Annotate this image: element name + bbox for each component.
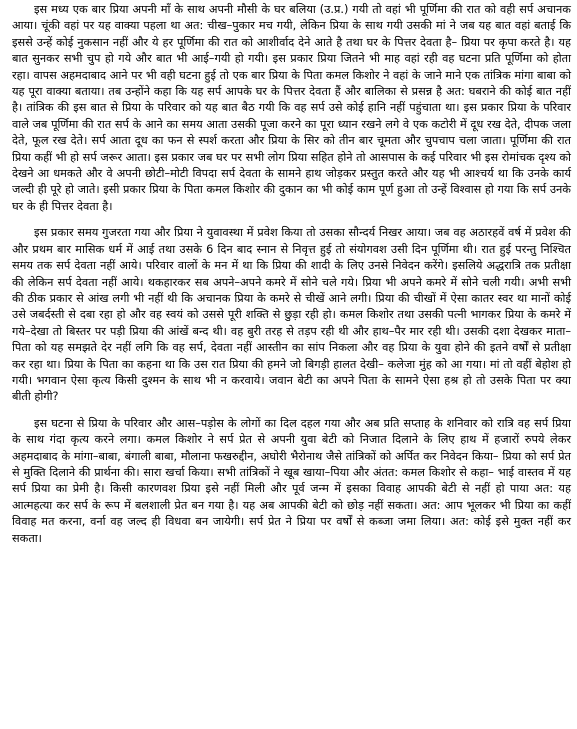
paragraph-2: इस प्रकार समय गुजरता गया और प्रिया ने युवावस्था में प्रवेश किया तो उसका सौन्दर्य निखर आया। जब वह अठारहवें वर्ष में प्रवेश की और प्रथम बार मासिक धर्म में आई तथा उसके 6 दिन बाद स्नान से निवृत्त हुई तो संयोगवश उसी दिन पूर्णिमा थी। रात हुई परन्तु निश्चित समय तक सर्प देवता नहीं आये। परिवार वालों के मन में था कि प्रिया की शादी के लिए उनसे निवेदन करेंगे। इसलिये अद्धरात्रि तक प्रतीक्षा की लेकिन सर्प देवता नहीं आये। थकहारकर सब अपने–अपने कमरे में सोने चले गये। प्रिया भी अपने कमरे में सोने चली गयी। अभी सभी की ठीक प्रकार से आंख लगी भी नहीं थी कि अचानक प्रिया के कमरे से चीखें आने लगी। प्रिया की चीखों में ऐसा कातर स्वर था मानों कोई उसे जबर्दस्ती से दबा रहा हो और वह स्वयं को उससे पूरी शक्ति से छुड़ा रही हो। कमल किशोर तथा उसकी पत्नी भागकर प्रिया के कमरे में गये–देखा तो बिस्तर पर पड़ी प्रिया की आंखें बन्द थी। वह बुरी तरह से तड़प रही थी और हाथ–पैर मार रही थी। उसकी दशा देखकर माता–पिता को यह समझते देर नहीं लगि कि वह सर्प, देवता नहीं आस्तीन का सांप निकला और वह प्रिया के युवा होने की इतने वर्षों से प्रतीक्षा कर रहा था। प्रिया के पिता का कहना था कि उस रात प्रिया की हमने जो बिगड़ी हालत देखी– कलेजा मुंह को आ गया। मां तो वहीं बेहोश हो गयी। भगवान ऐसा कृत्य किसी दुश्मन के साथ भी न करवाये। जवान बेटी का अपने पिता के सामने ऐसा हश्र हो तो उसके पिता पर क्या बीती होगी? [12, 226, 571, 404]
paragraph-1: इस मध्य एक बार प्रिया अपनी माँ के साथ अपनी मौसी के घर बलिया (उ.प्र.) गयी तो वहां भी पूर्णिमा की रात को वही सर्प अचानक आया। चूंकी वहां पर यह वाक्या पहला था अत: चीख–पुकार मच गयी, लेकिन प्रिया के साथ गयी उसकी मां ने जब यह बात वहां बताई कि इससे उन्हें कोई नुकसान नहीं और ये हर पूर्णिमा की रात को आशीर्वाद देने आते है तथा घर के पित्तर देवता है– प्रिया पर कृपा करते है। यह बात सुनकर सभी चुप हो गये और बात भी आई–गयी हो गयी। इस प्रकार प्रिया जितने भी माह वहां रही वह घटना प्रति पूर्णिमा को होता रहा। वापस अहमदाबाद आने पर भी वही घटना हुई तो एक बार प्रिया के पिता कमल किशोर ने वहां के जाने माने एक तांत्रिक मांगा बाबा को यह पूरा वाक्या बताया। तब उन्होंने कहा कि यह सर्प आपके घर के पित्तर देवता हैं और बालिका से प्रसन्न है अत: घबराने की कोई बात नहीं है। तांत्रिक की इस बात से प्रिया के परिवार को यह बात बैठ गयी कि वह सर्प उसे कोई हानि नहीं पहुंचाता था। इस प्रकार प्रिया के परिवार वाले जब पूर्णिमा की रात सर्प के आने का समय आता उसकी पूजा करने का पूरा ध्यान रखने लगे वे एक कटोरी में दूध रख देते, दीपक जला देते, फूल रख देते। सर्प आता दूध का फन से स्पर्श करता और प्रिया के सिर को तीन बार चूमता और चुपचाप चला जाता। पूर्णिमा की रात प्रिया कहीं भी हो सर्प जरूर आता। इस प्रकार जब घर पर सभी लोग प्रिया सहित होने तो आसपास के कई परिवार भी इस रोमांचक दृश्य को देखने आ धमकते और वे अपनी छोटी–मोटी विपदा सर्प देवता के सामने हाथ जोड़कर प्रस्तुत करते और यह भी आश्चर्य था कि उनके कार्य जल्दी ही पूरे हो जाते। इसी प्रकार प्रिया के पिता कमल किशोर की दुकान का भी कोई काम पूर्ण हुआ तो उन्हें विश्वास हो गया कि सर्प उनके घर के ही पित्तर देवता है। [12, 3, 571, 213]
paragraph-3: इस घटना से प्रिया के परिवार और आस–पड़ोस के लोगों का दिल दहल गया और अब प्रति सप्ताह के शनिवार को रात्रि वह सर्प प्रिया के साथ गंदा कृत्य करने लगा। कमल किशोर ने सर्प प्रेत से अपनी युवा बेटी को निजात दिलाने के लिए हाथ में हजारों रुपये लेकर अहमदाबाद के मांगा–बाबा, बंगाली बाबा, मौलाना फखरुद्दीन, अघोरी भैरोनाथ जैसे तांत्रिकों को अर्पित कर निवेदन किया– प्रिया को सर्प प्रेत से मुक्ति दिलाने की प्रार्थना की। सारा खर्चा किया। सभी तांत्रिकों ने खूब खाया–पिया और अंतत: कमल किशोर से कहा– भाई वास्तव में यह सर्प प्रिया का प्रेमी है। किसी कारणवश प्रिया इसे नहीं मिली और पूर्व जन्म में इसका विवाह आपकी बेटी से नहीं हो पाया अत: यह आत्महत्या कर सर्प के रूप में बलशाली प्रेत बन गया है। यह अब आपकी बेटी को छोड़ नहीं सकता। अत: आप भूलकर भी प्रिया का कहीं विवाह मत करना, वर्ना वह जल्द ही विधवा बन जायेगी। सर्प प्रेत ने प्रिया पर वर्षों से कब्जा जमा लिया। अत: कोई इसे मुक्त नहीं कर सकता। [12, 416, 571, 545]
